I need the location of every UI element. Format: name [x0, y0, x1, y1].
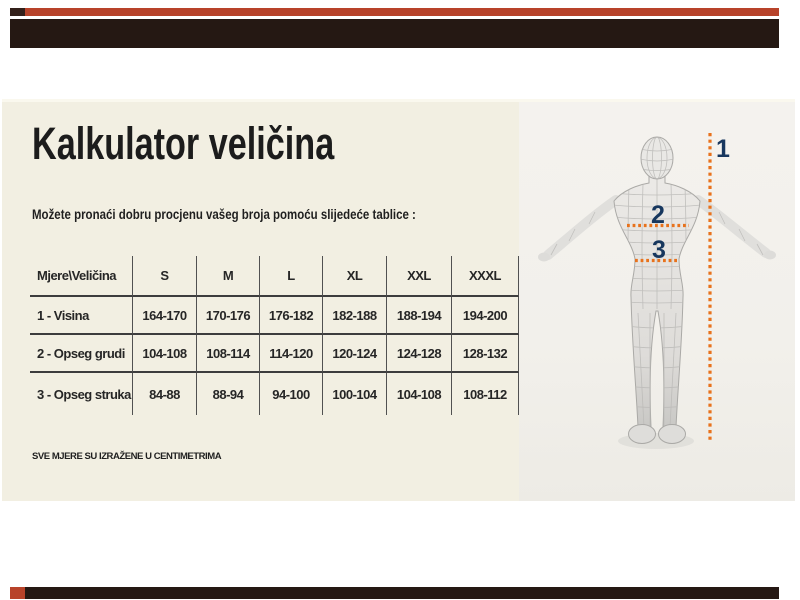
header-cell-xxl: XXL — [387, 256, 452, 297]
table-cell: 108-112 — [452, 373, 519, 415]
table-cell: 176-182 — [260, 297, 323, 335]
left-hand — [538, 253, 550, 262]
waist-marker-label: 3 — [652, 236, 666, 264]
header-cell-s: S — [133, 256, 197, 297]
header-cell-measure: Mjere\Veličina — [30, 256, 133, 297]
height-marker-label: 1 — [716, 135, 730, 163]
table-cell: 188-194 — [387, 297, 452, 335]
units-footnote: SVE MJERE SU IZRAŽENE U CENTIMETRIMA — [32, 451, 222, 462]
table-cell: 104-108 — [133, 335, 197, 373]
chest-marker-label: 2 — [651, 201, 665, 229]
table-cell: 108-114 — [197, 335, 260, 373]
right-foot — [659, 425, 686, 444]
size-table — [30, 256, 519, 415]
header-cell-m: M — [197, 256, 260, 297]
top-dark-bar — [10, 19, 779, 48]
table-cell: 164-170 — [133, 297, 197, 335]
table-cell: 170-176 — [197, 297, 260, 335]
top-accent-bar-cap — [10, 8, 25, 16]
table-cell: 100-104 — [323, 373, 387, 415]
table-cell: 124-128 — [387, 335, 452, 373]
table-cell: 182-188 — [323, 297, 387, 335]
bottom-dark-bar — [10, 587, 779, 599]
header-cell-xl: XL — [323, 256, 387, 297]
table-cell: 84-88 — [133, 373, 197, 415]
left-foot — [629, 425, 656, 444]
table-cell: 104-108 — [387, 373, 452, 415]
table-cell: 194-200 — [452, 297, 519, 335]
top-accent-bar — [10, 8, 779, 16]
table-cell: 114-120 — [260, 335, 323, 373]
table-cell: 120-124 — [323, 335, 387, 373]
table-cell: 94-100 — [260, 373, 323, 415]
page-subtitle: Možete pronaći dobru procjenu vašeg broja pomoću slijedeće tablice : — [32, 207, 416, 222]
right-hand — [764, 251, 776, 260]
row-label-chest: 2 - Opseg grudi — [30, 335, 133, 373]
mannequin-head — [641, 137, 673, 179]
header-cell-l: L — [260, 256, 323, 297]
page-title: Kalkulator veličina — [32, 118, 335, 169]
header-cell-xxxl: XXXL — [452, 256, 519, 297]
mannequin-figure — [519, 101, 795, 501]
table-cell: 88-94 — [197, 373, 260, 415]
row-label-height: 1 - Visina — [30, 297, 133, 335]
bottom-bar-cap — [10, 587, 25, 599]
table-cell: 128-132 — [452, 335, 519, 373]
row-label-waist: 3 - Opseg struka — [30, 373, 133, 415]
